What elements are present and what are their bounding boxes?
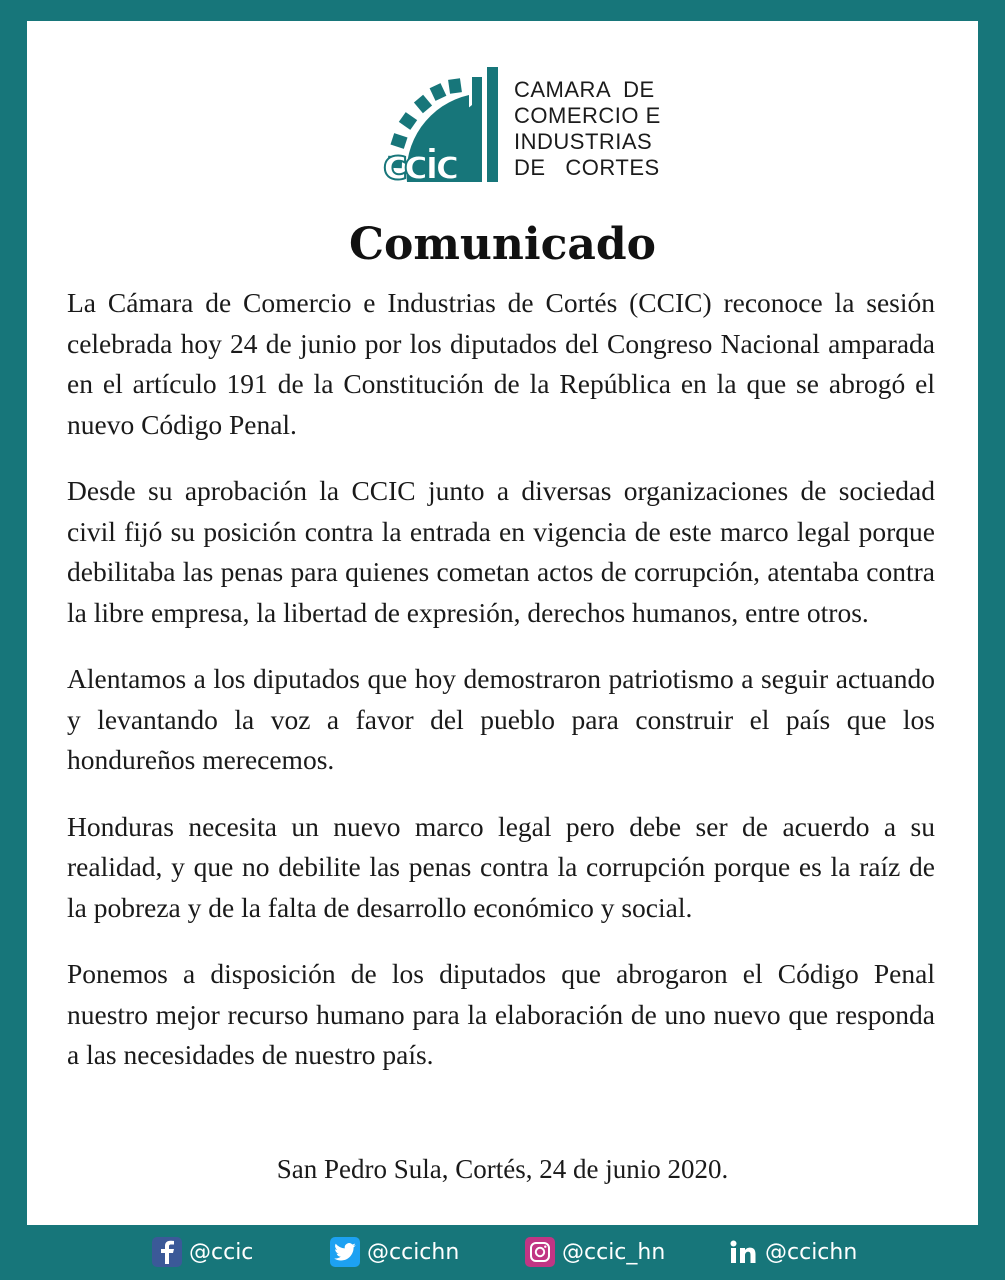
paragraph: Ponemos a disposición de los diputados que abrogaron el Código Penal nuestro mejor recurso humano para la elaboración de uno nuevo que responda a las necesidades de nuestro país. [67, 958, 935, 1070]
ccic-logo [377, 57, 667, 192]
twitter-handle: @ccichn [367, 1239, 460, 1265]
facebook-link[interactable] [152, 1236, 253, 1268]
communique-card [27, 21, 978, 1225]
twitter-link[interactable] [330, 1236, 459, 1268]
instagram-handle: @ccic_hn [562, 1239, 666, 1265]
social-bar [0, 1232, 1005, 1272]
logo-line: INDUSTRIAS [514, 129, 653, 154]
paragraph: Alentamos a los diputados que hoy demostraron patriotismo a seguir actuando y levantando la voz a favor del pueblo para construir el país que los hondureños merecemos. [67, 663, 935, 775]
twitter-icon [330, 1237, 360, 1267]
logo-abbreviation: ccic [383, 140, 457, 187]
paragraph: Honduras necesita un nuevo marco legal pero debe ser de acuerdo a su realidad, y que no debilite las penas contra la corrupción porque es la raíz de la pobreza y de la falta de desarrollo económico y social. [67, 810, 935, 923]
logo-name [514, 77, 661, 181]
instagram-link[interactable] [525, 1236, 665, 1268]
instagram-icon [525, 1237, 555, 1267]
page-title: Comunicado [348, 219, 657, 270]
linkedin-handle: @ccichn [765, 1239, 858, 1265]
logo-line: CAMARA DE [514, 77, 655, 102]
signature-line: San Pedro Sula, Cortés, 24 de junio 2020. [276, 1154, 729, 1184]
logo-line: DE CORTES [514, 155, 660, 180]
facebook-icon [152, 1237, 182, 1267]
linkedin-link[interactable] [729, 1236, 857, 1268]
logo-line: COMERCIO E [514, 103, 661, 128]
linkedin-icon [729, 1237, 759, 1267]
communique-body [67, 283, 935, 1102]
factory-gear-logo-icon [377, 57, 512, 187]
facebook-handle: @ccic [189, 1239, 254, 1265]
paragraph: Desde su aprobación la CCIC junto a diversas organizaciones de sociedad civil fijó su posición contra la entrada en vigencia de este marco legal porque debilitaba las penas para quienes cometan actos de corrupción, atentaba contra la libre empresa, la libertad de expresión, derechos humanos, entre otros. [67, 475, 935, 628]
paragraph: La Cámara de Comercio e Industrias de Cortés (CCIC) reconoce la sesión celebrada hoy 24 de junio por los diputados del Congreso Nacional amparada en el artículo 191 de la Constitución de la República en la que se abrogó el nuevo Código Penal. [67, 287, 935, 440]
